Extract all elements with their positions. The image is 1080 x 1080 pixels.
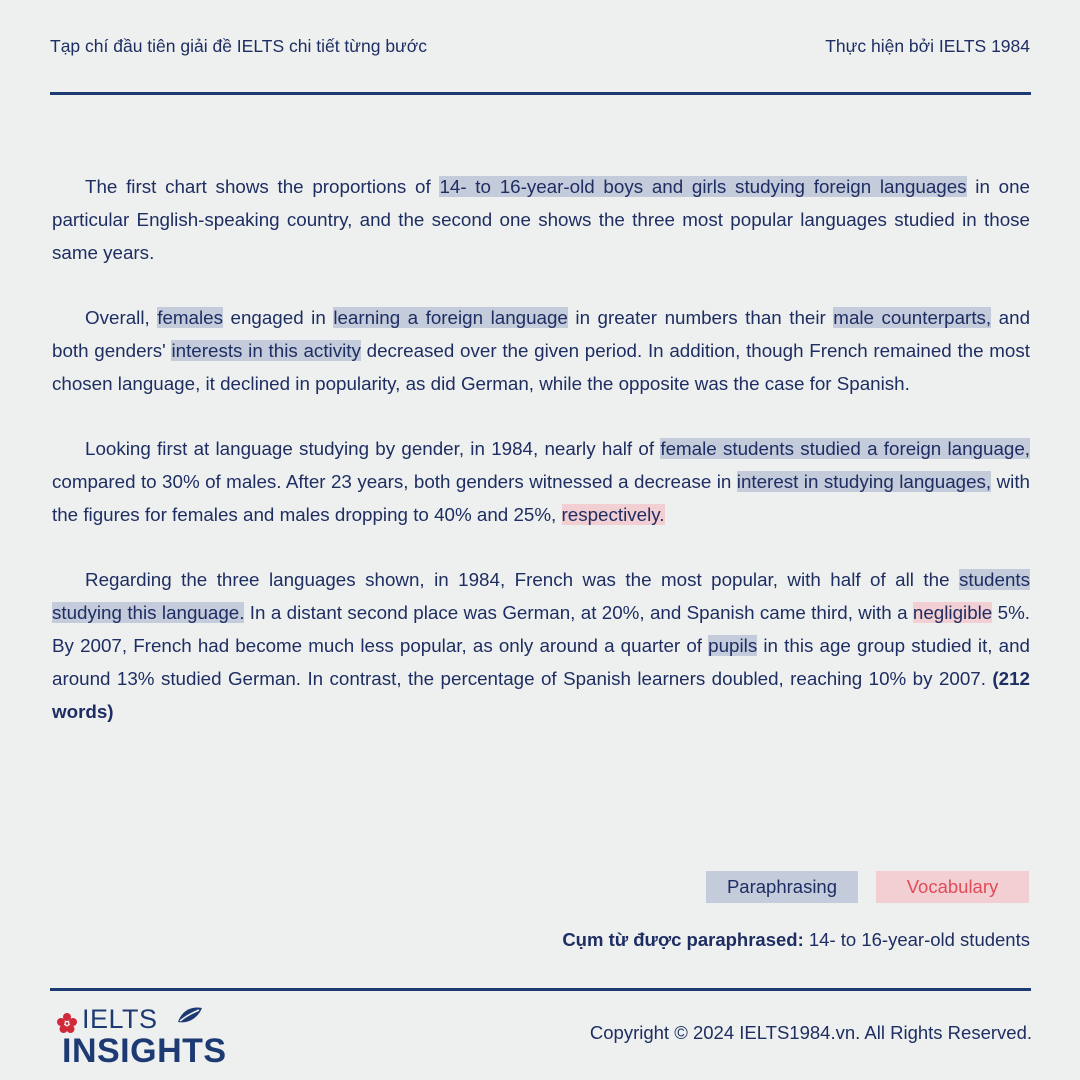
essay-paragraph-4 [52,563,1030,728]
paraphrase-highlight: pupils [708,635,758,656]
author-credit: Thực hiện bởi IELTS 1984 [825,36,1030,56]
essay-text: 5%. By 2007, French had become much less popular, as only around a quarter of [52,602,1030,656]
word-count: (212 words) [52,668,1030,722]
paraphrased-phrase-note [562,929,1030,951]
essay-paragraph-2 [52,301,1030,400]
logo-word-insights: INSIGHTS [62,1032,227,1070]
essay-body [52,170,1030,760]
page-header [50,36,1030,60]
essay-text: decreased over the given period. In addition, though French remained the most chosen language, it declined in popularity, as did German, while the opposite was the case for Spanish. [52,340,1030,394]
essay-text: engaged in [223,307,334,328]
footer-divider [50,988,1031,991]
essay-paragraph-1 [52,170,1030,269]
paraphrase-highlight: female students studied a foreign language, [660,438,1030,459]
essay-text: Overall, [85,307,158,328]
paraphrase-highlight: students studying this language. [52,569,1030,623]
paraphrased-value: 14- to 16-year-old students [803,929,1030,950]
ielts-insights-logo [52,1000,272,1070]
essay-text: and both genders' [52,307,1031,361]
essay-text: Looking first at language studying by gender, in 1984, nearly half of [85,438,661,459]
header-divider [50,92,1031,95]
paraphrase-highlight: 14- to 16-year-old boys and girls studying foreign languages [439,176,967,197]
copyright-notice: Copyright © 2024 IELTS1984.vn. All Rights Reserved. [589,1022,1032,1043]
paraphrase-highlight: females [157,307,223,328]
paraphrase-highlight: learning a foreign language [333,307,568,328]
essay-text: In a distant second place was German, at 20%, and Spanish came third, with a [244,602,913,623]
leaf-icon [176,1002,204,1026]
essay-text: The first chart shows the proportions of [85,176,440,197]
essay-text: in greater numbers than their [567,307,834,328]
paraphrased-label: Cụm từ được paraphrased: [562,929,804,950]
vocabulary-legend-tag: Vocabulary [876,871,1029,903]
vocabulary-highlight: negligible [912,602,993,623]
essay-text: compared to 30% of males. After 23 years, both genders witnessed a decrease in [52,471,737,492]
flower-icon [56,1012,78,1034]
logo-word-ielts: IELTS [82,1004,158,1034]
essay-text: Regarding the three languages shown, in 1984, French was the most popular, with half of all the [85,569,959,590]
paraphrase-highlight: interests in this activity [171,340,361,361]
paraphrasing-legend-tag: Paraphrasing [706,871,858,903]
essay-paragraph-3 [52,432,1030,531]
magazine-tagline: Tạp chí đầu tiên giải đề IELTS chi tiết từng bước [50,36,428,56]
essay-text: in one particular English-speaking country, and the second one shows the three most popular languages studied in those same years. [52,176,1030,263]
paraphrase-highlight: male counterparts, [833,307,992,328]
essay-text: in this age group studied it, and around 13% studied German. In contrast, the percentage of Spanish learners doubled, reaching 10% by 2007. [52,635,1030,689]
paraphrase-highlight: interest in studying languages, [736,471,992,492]
vocabulary-highlight: respectively. [561,504,665,525]
essay-text: with the figures for females and males dropping to 40% and 25%, [52,471,1030,525]
